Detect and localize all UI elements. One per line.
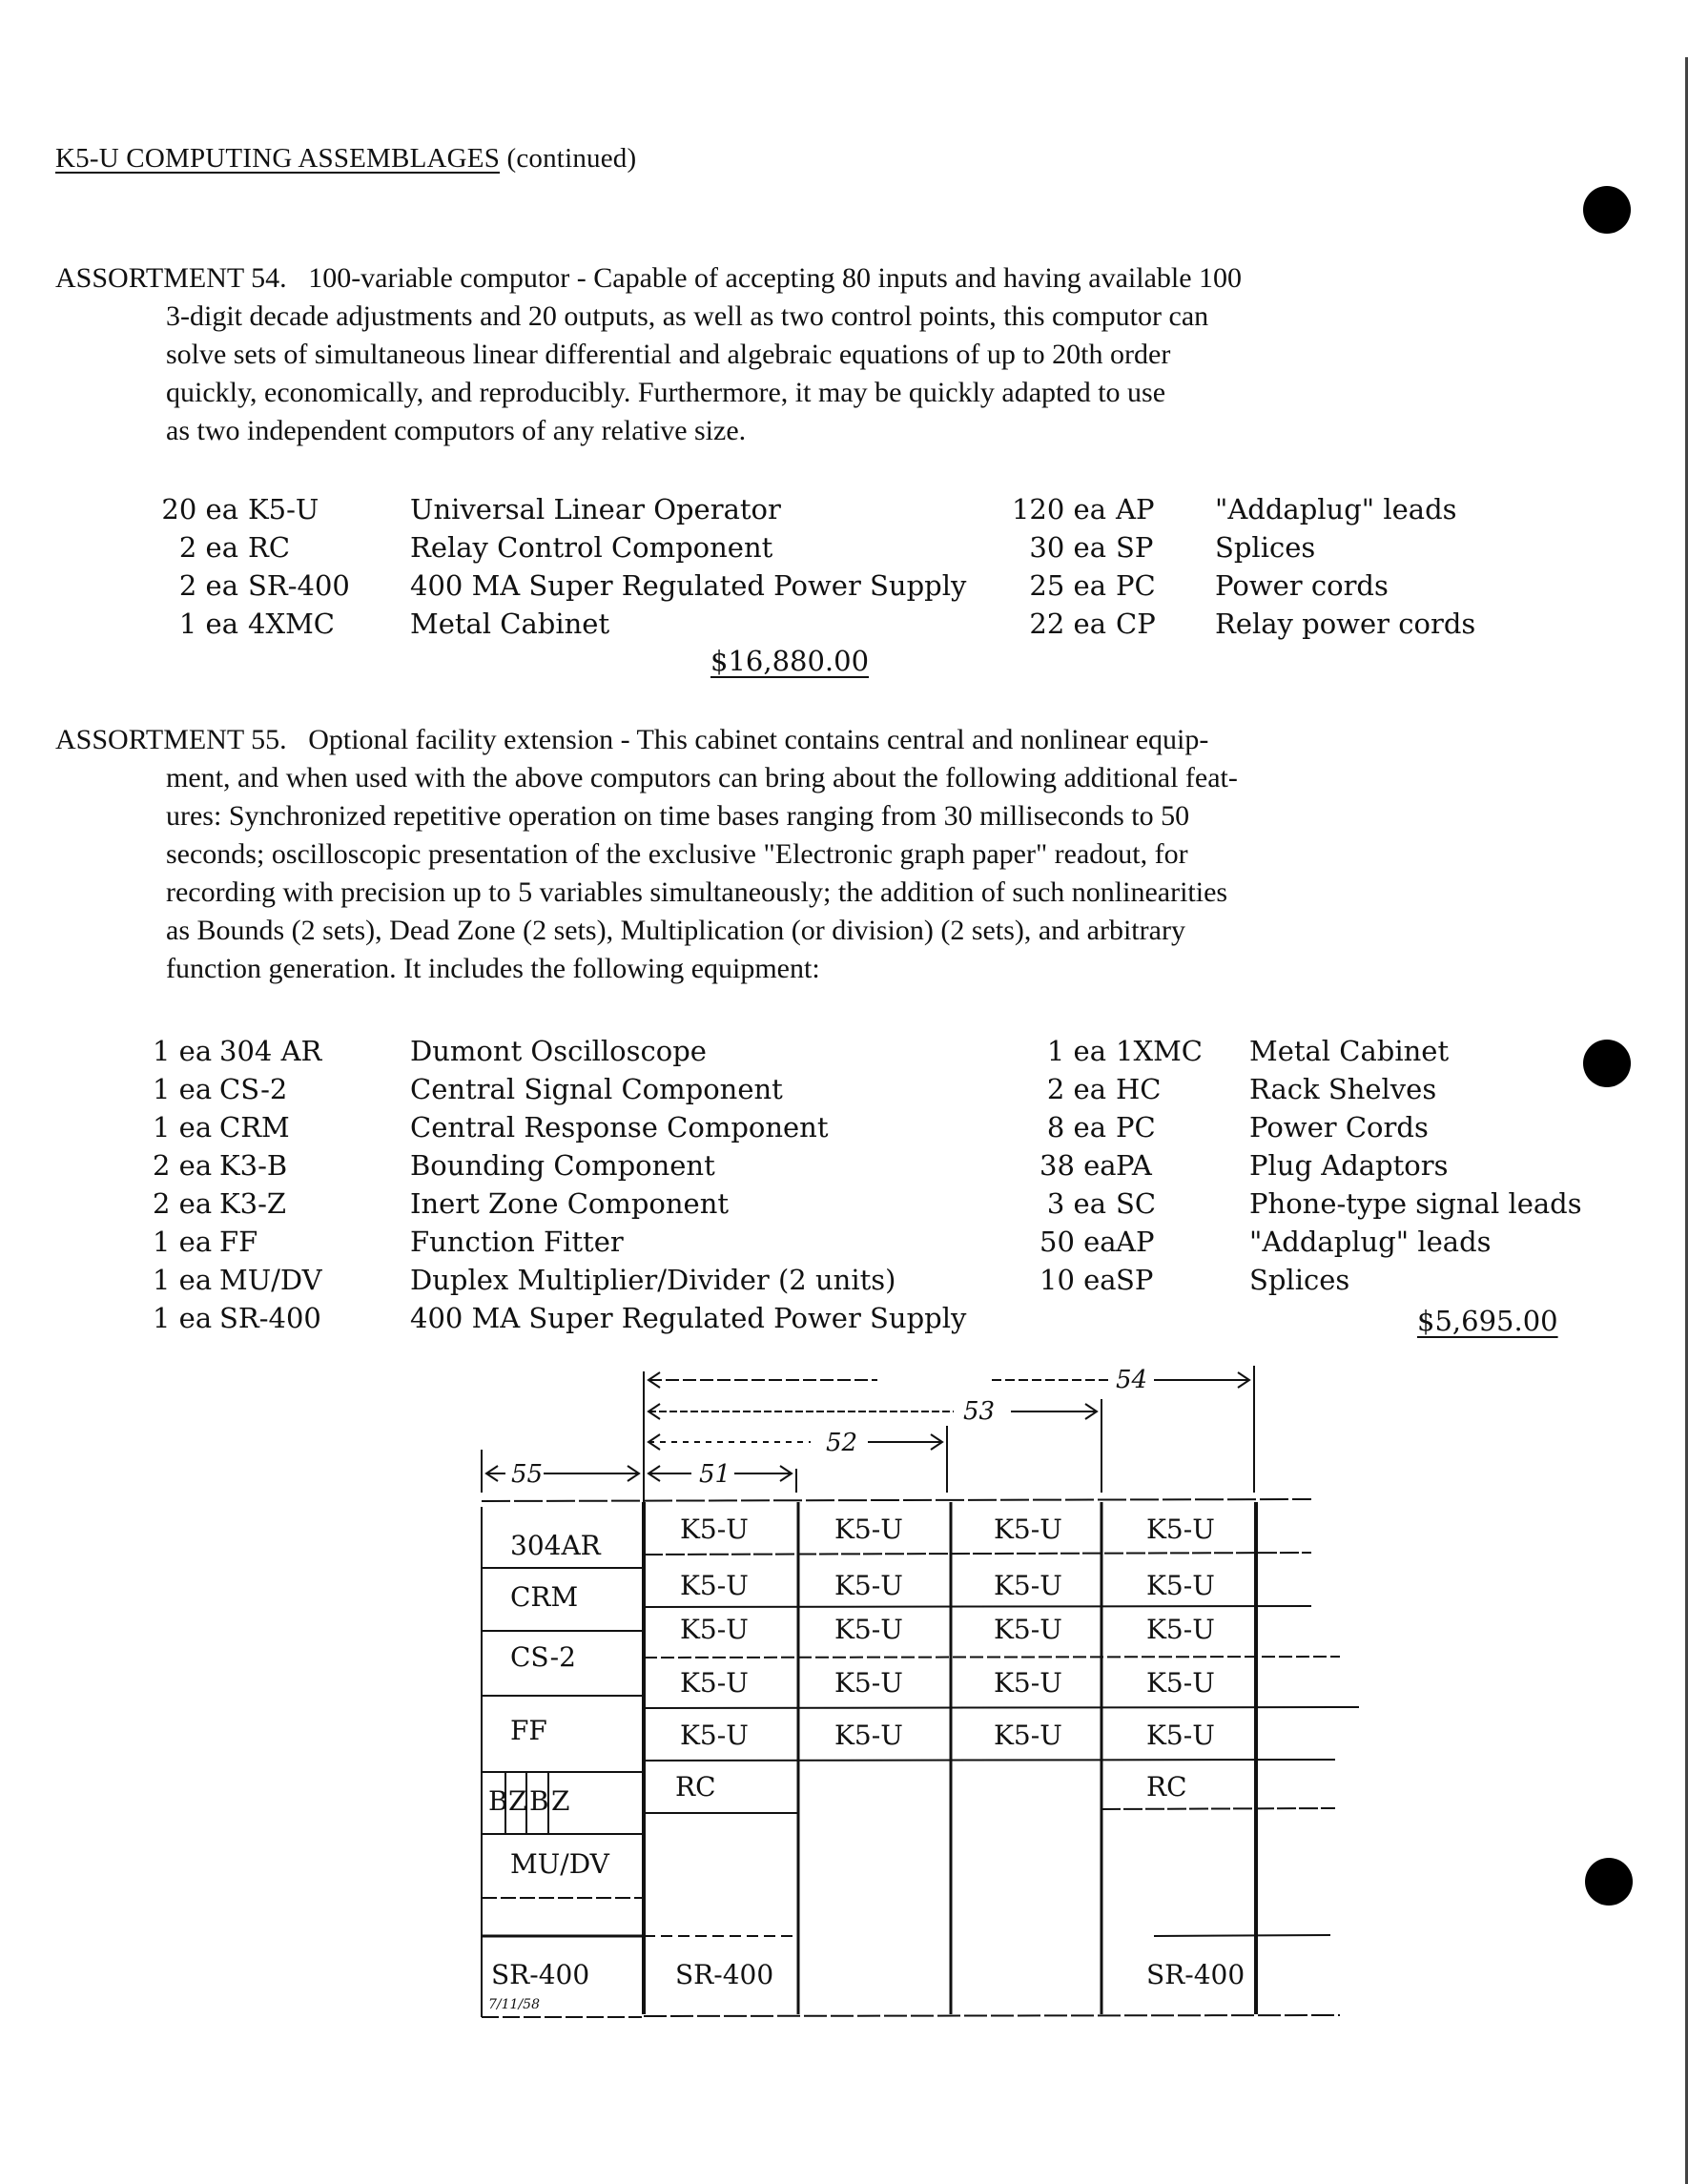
item-qty: 120 ea: [1011, 493, 1106, 525]
assortment-55-label: ASSORTMENT 55.: [55, 724, 287, 755]
assortment-55-items-left: [153, 1032, 966, 1337]
assortment-54-line: 3-digit decade adjustments and 20 outputs, as well as two control points, this computor can: [166, 300, 1209, 332]
item-desc: Universal Linear Operator: [410, 493, 781, 525]
item-row: [1011, 605, 1475, 643]
item-row: [153, 528, 966, 567]
punch-hole-bottom: [1585, 1858, 1633, 1906]
item-code: AP: [1116, 493, 1155, 525]
item-row: [153, 1146, 966, 1185]
item-qty: 1 ea: [153, 1226, 213, 1258]
cell-b2: B: [529, 1785, 549, 1817]
item-code: PC: [1116, 569, 1156, 602]
assortment-55-price: $5,695.00: [1417, 1305, 1558, 1337]
assortment-55-line: function generation. It includes the following equipment:: [166, 953, 820, 984]
item-row: [153, 1185, 966, 1223]
item-row: [153, 1108, 966, 1146]
assortment-54-line: quickly, economically, and reproducibly. Furthermore, it may be quickly adapted to use: [166, 377, 1166, 408]
assortment-54-line: 100-variable computor - Capable of accepting 80 inputs and having available 100: [308, 262, 1243, 294]
assortment-54-line: as two independent computors of any relative size.: [166, 415, 747, 446]
item-code: 304 AR: [219, 1035, 322, 1067]
item-row: [1040, 1223, 1582, 1261]
item-qty: 1 ea: [153, 1264, 213, 1296]
assortment-55-line: Optional facility extension - This cabinet contains central and nonlinear equip-: [308, 724, 1209, 755]
cell-sr400-54: SR-400: [1146, 1959, 1245, 1990]
item-desc: Duplex Multiplier/Divider (2 units): [410, 1264, 896, 1296]
item-qty: 8 ea: [1046, 1111, 1106, 1144]
cell-k5u: K5-U: [994, 1614, 1062, 1645]
assortment-54-label: ASSORTMENT 54.: [55, 262, 287, 294]
item-desc: Relay Control Component: [410, 531, 773, 564]
item-desc: 400 MA Super Regulated Power Supply: [410, 1302, 967, 1334]
item-qty: 3 ea: [1046, 1187, 1106, 1220]
cell-k5u: K5-U: [1146, 1570, 1215, 1601]
item-code: CS-2: [219, 1073, 288, 1105]
item-row: [1040, 1261, 1582, 1299]
cell-k5u: K5-U: [994, 1720, 1062, 1751]
item-code: HC: [1116, 1073, 1162, 1105]
item-qty: 2 ea: [153, 1187, 213, 1220]
item-qty: 50 ea: [1040, 1226, 1117, 1258]
item-code: AP: [1116, 1226, 1155, 1258]
cell-z1: Z: [508, 1785, 527, 1817]
cell-ff: FF: [510, 1715, 547, 1746]
cell-k5u: K5-U: [680, 1570, 749, 1601]
item-qty: 20 ea: [161, 493, 238, 525]
item-desc: Splices: [1249, 1264, 1350, 1296]
cell-k5u: K5-U: [834, 1720, 903, 1751]
item-code: MU/DV: [219, 1264, 322, 1296]
item-qty: 1 ea: [153, 1073, 213, 1105]
item-desc: Power Cords: [1249, 1111, 1429, 1144]
item-code: PC: [1116, 1111, 1156, 1144]
cell-crm: CRM: [510, 1581, 579, 1613]
item-qty: 1 ea: [178, 608, 238, 640]
assortment-54-price: $16,880.00: [710, 645, 870, 677]
assortment-55-line: seconds; oscilloscopic presentation of the exclusive "Electronic graph paper" readout, for: [166, 838, 1188, 870]
assortment-55-items-right: [1040, 1032, 1582, 1299]
item-row: [153, 1299, 966, 1337]
item-row: [1011, 528, 1475, 567]
cell-k5u: K5-U: [680, 1614, 749, 1645]
item-qty: 1 ea: [153, 1035, 213, 1067]
cell-k5u: K5-U: [680, 1667, 749, 1699]
cell-z2: Z: [551, 1785, 570, 1817]
drawing-date: 7/11/58: [488, 1997, 540, 2012]
item-code: PA: [1116, 1149, 1152, 1182]
cell-k5u: K5-U: [994, 1667, 1062, 1699]
dim-label-51: 51: [699, 1460, 731, 1489]
assortment-55-line: ment, and when used with the above computors can bring about the following additional feat-: [166, 762, 1238, 793]
assortment-54-items-left: [153, 490, 966, 643]
item-qty: 2 ea: [178, 569, 238, 602]
item-row: [153, 567, 966, 605]
cell-304ar: 304AR: [510, 1530, 601, 1561]
item-qty: 38 ea: [1040, 1149, 1117, 1182]
assortment-55-description: [55, 721, 1600, 988]
cell-k5u: K5-U: [834, 1570, 903, 1601]
item-desc: Metal Cabinet: [410, 608, 610, 640]
item-code: SR-400: [219, 1302, 321, 1334]
item-desc: Relay power cords: [1215, 608, 1476, 640]
item-code: SP: [1116, 1264, 1154, 1296]
item-qty: 25 ea: [1029, 569, 1106, 602]
cell-k5u: K5-U: [994, 1514, 1062, 1545]
item-qty: 2 ea: [178, 531, 238, 564]
item-row: [153, 1223, 966, 1261]
punch-hole-middle: [1583, 1040, 1631, 1087]
item-desc: Bounding Component: [410, 1149, 715, 1182]
cell-k5u: K5-U: [834, 1667, 903, 1699]
item-qty: 1 ea: [1046, 1035, 1106, 1067]
header-suffix: (continued): [500, 143, 637, 174]
item-row: [153, 605, 966, 643]
cell-k5u: K5-U: [834, 1514, 903, 1545]
item-desc: Dumont Oscilloscope: [410, 1035, 707, 1067]
cell-mudv: MU/DV: [510, 1848, 609, 1880]
item-code: FF: [219, 1226, 258, 1258]
item-desc: "Addaplug" leads: [1249, 1226, 1492, 1258]
item-desc: Rack Shelves: [1249, 1073, 1437, 1105]
item-desc: Plug Adaptors: [1249, 1149, 1449, 1182]
item-desc: Inert Zone Component: [410, 1187, 730, 1220]
item-code: K3-Z: [219, 1187, 287, 1220]
item-qty: 1 ea: [153, 1302, 213, 1334]
item-row: [1011, 567, 1475, 605]
item-desc: Central Response Component: [410, 1111, 829, 1144]
dim-label-54: 54: [1116, 1366, 1148, 1394]
item-row: [153, 1261, 966, 1299]
item-row: [153, 1032, 966, 1070]
cell-k5u: K5-U: [1146, 1514, 1215, 1545]
cell-k5u: K5-U: [994, 1570, 1062, 1601]
item-qty: 10 ea: [1040, 1264, 1117, 1296]
item-row: [153, 1070, 966, 1108]
punch-hole-top: [1583, 186, 1631, 234]
item-qty: 30 ea: [1029, 531, 1106, 564]
assortment-55-line: recording with precision up to 5 variables simultaneously; the addition of such nonlinearities: [166, 876, 1228, 908]
cell-k5u: K5-U: [680, 1720, 749, 1751]
cell-cs2: CS-2: [510, 1641, 576, 1673]
assortment-54-items-right: [1011, 490, 1475, 643]
item-code: 1XMC: [1116, 1035, 1203, 1067]
cell-k5u: K5-U: [834, 1614, 903, 1645]
item-code: CRM: [219, 1111, 290, 1144]
cell-k5u: K5-U: [1146, 1614, 1215, 1645]
cell-rc-54: RC: [1146, 1771, 1187, 1803]
cell-rc-51: RC: [675, 1771, 716, 1803]
item-code: SC: [1116, 1187, 1157, 1220]
dim-label-53: 53: [963, 1397, 996, 1426]
item-row: [1040, 1070, 1582, 1108]
item-code: K5-U: [248, 493, 319, 525]
k5u-cells: [680, 1514, 1215, 1751]
item-desc: 400 MA Super Regulated Power Supply: [410, 569, 967, 602]
dim-label-52: 52: [826, 1429, 858, 1457]
item-row: [153, 490, 966, 528]
cell-k5u: K5-U: [1146, 1667, 1215, 1699]
item-code: CP: [1116, 608, 1156, 640]
assortment-54-line: solve sets of simultaneous linear differential and algebraic equations of up to 20th order: [166, 339, 1171, 370]
item-row: [1040, 1108, 1582, 1146]
item-code: K3-B: [219, 1149, 288, 1182]
cell-k5u: K5-U: [1146, 1720, 1215, 1751]
item-qty: 1 ea: [153, 1111, 213, 1144]
cell-k5u: K5-U: [680, 1514, 749, 1545]
cabinet-grid: [482, 1499, 1359, 2017]
item-desc: Phone-type signal leads: [1249, 1187, 1582, 1220]
item-desc: Central Signal Component: [410, 1073, 783, 1105]
item-desc: Power cords: [1215, 569, 1389, 602]
item-row: [1011, 490, 1475, 528]
item-row: [1040, 1032, 1582, 1070]
item-desc: Splices: [1215, 531, 1316, 564]
item-qty: 22 ea: [1029, 608, 1106, 640]
item-row: [1040, 1146, 1582, 1185]
item-code: RC: [248, 531, 291, 564]
item-code: SP: [1116, 531, 1154, 564]
assortment-55-line: ures: Synchronized repetitive operation on time bases ranging from 30 milliseconds to 50: [166, 800, 1190, 832]
item-desc: "Addaplug" leads: [1215, 493, 1457, 525]
cell-sr400-55: SR-400: [491, 1959, 590, 1990]
item-code: SR-400: [248, 569, 350, 602]
dim-label-55: 55: [511, 1460, 544, 1489]
dimension-lines: [482, 1366, 1254, 1502]
item-qty: 2 ea: [153, 1149, 213, 1182]
item-row: [1040, 1185, 1582, 1223]
cell-b1: B: [488, 1785, 508, 1817]
item-code: 4XMC: [248, 608, 335, 640]
item-desc: Metal Cabinet: [1249, 1035, 1450, 1067]
item-qty: 2 ea: [1046, 1073, 1106, 1105]
assortment-55-line: as Bounds (2 sets), Dead Zone (2 sets), Multiplication (or division) (2 sets), and arbitrary: [166, 915, 1185, 946]
cell-sr400-51: SR-400: [675, 1959, 774, 1990]
header-title: K5-U COMPUTING ASSEMBLAGES: [55, 143, 501, 174]
assortment-54-description: [55, 259, 1600, 450]
page-header: [55, 143, 636, 175]
item-desc: Function Fitter: [410, 1226, 624, 1258]
